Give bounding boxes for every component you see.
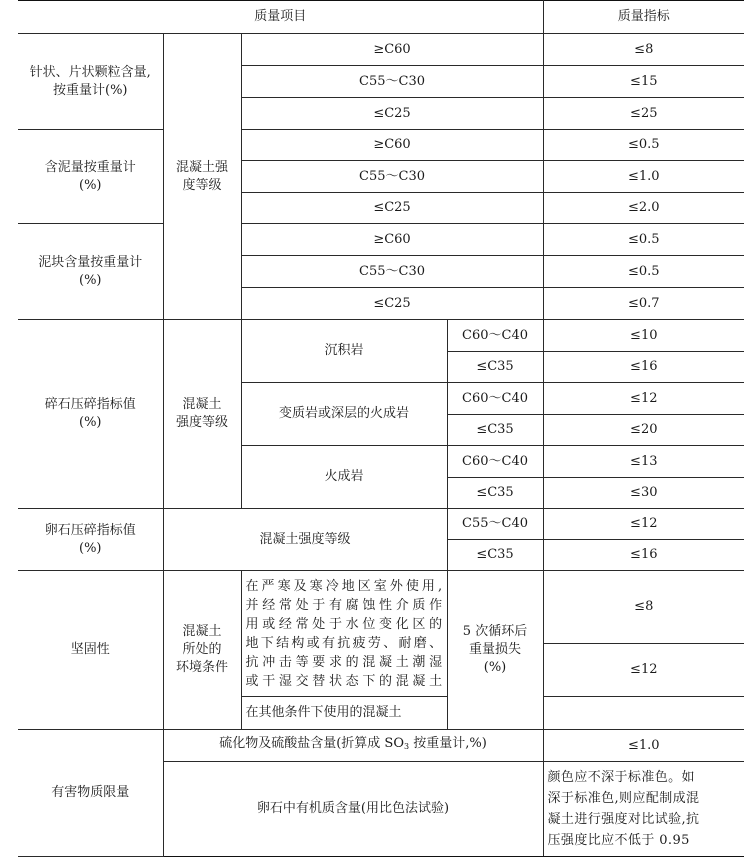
cycle-loss-line3: (%) <box>483 660 507 675</box>
grade-cell: ≤C25 <box>241 288 543 320</box>
grade-cell: ≥C60 <box>241 224 543 256</box>
condition-severe-cell <box>241 571 447 697</box>
limit-cell: ≤12 <box>543 509 744 540</box>
clay-lump-label-line1: 泥块含量按重量计 <box>38 254 143 270</box>
environment-label-line2: 所处的 <box>182 642 222 657</box>
needle-flake-label-line1: 针状、片状颗粒含量, <box>29 64 151 80</box>
organic-limit-line: 颜色应不深于标准色。如 <box>547 770 695 785</box>
environment-label-line1: 混凝土 <box>182 624 222 639</box>
condition-line: 抗冲击等要求的混凝土潮湿 <box>245 654 443 670</box>
table-row <box>18 34 744 66</box>
clay-lump-label-line2: (%) <box>79 272 102 288</box>
condition-line: 在严寒及寒冷地区室外使用, <box>245 578 443 594</box>
organic-limit-line: 压强度比应不低于 0.95 <box>547 833 690 848</box>
limit-cell: ≤0.5 <box>543 224 744 256</box>
gravel-crush-label <box>18 509 163 571</box>
limit-cell: ≤16 <box>543 352 744 383</box>
sulfide-cell <box>163 730 543 762</box>
environment-label-line3: 环境条件 <box>175 660 228 675</box>
limit-cell: ≤20 <box>543 415 744 446</box>
sulfide-subscript: 3 <box>404 742 410 751</box>
mud-content-label <box>18 130 163 224</box>
crushed-stone-label-line2: (%) <box>79 415 102 430</box>
crushed-stone-label <box>18 320 163 509</box>
mud-content-label-line2: (%) <box>79 177 102 193</box>
sulfide-text: 硫化物及硫酸盐含量(折算成 SO <box>219 736 404 751</box>
header-row <box>18 1 744 34</box>
limit-cell: ≤2.0 <box>543 193 744 224</box>
soundness-label: 坚固性 <box>18 571 163 730</box>
limit-cell: ≤0.7 <box>543 288 744 320</box>
limit-cell: ≤10 <box>543 320 744 352</box>
limit-cell: ≤0.5 <box>543 256 744 288</box>
soundness-limit-severe: ≤8 <box>544 571 745 644</box>
table-row <box>18 571 744 697</box>
grade-cell: C60～C40 <box>447 446 543 478</box>
limit-cell: ≤13 <box>543 446 744 478</box>
organic-limit-line: 深于标准色,则应配制成混 <box>547 791 700 806</box>
limit-cell: ≤30 <box>543 478 744 509</box>
crushed-stone-group-line2: 强度等级 <box>175 415 228 430</box>
grade-cell: ≤C25 <box>241 98 543 130</box>
condition-line: 用或经常处于水位变化区的 <box>245 616 443 632</box>
limit-cell: ≤8 <box>543 34 744 66</box>
cycle-loss-line1: 5 次循环后 <box>462 624 528 639</box>
sulfide-text-tail: 按重量计,%) <box>409 736 487 751</box>
crushed-stone-group-line1: 混凝土 <box>182 397 222 412</box>
soundness-limit-other: ≤12 <box>630 662 658 677</box>
crushed-stone-label-line1: 碎石压碎指标值 <box>44 397 136 412</box>
mud-content-label-line1: 含泥量按重量计 <box>44 159 136 175</box>
rock-type-cell: 火成岩 <box>241 446 447 509</box>
header-quality-item: 质量项目 <box>18 1 543 34</box>
limit-cell: ≤1.0 <box>543 161 744 193</box>
grade-cell: ≥C60 <box>241 130 543 161</box>
crushed-stone-group-label <box>163 320 241 509</box>
strength-grade-label-line2: 度等级 <box>182 177 222 193</box>
soundness-limits-cell <box>543 571 744 697</box>
grade-cell: ≤C25 <box>241 193 543 224</box>
grade-cell: ≤C35 <box>447 478 543 509</box>
condition-line: 并经常处于有腐蚀性介质作 <box>245 597 443 613</box>
header-quality-spec: 质量指标 <box>543 1 744 34</box>
strength-grade-group-label <box>163 34 241 320</box>
grade-cell: C60～C40 <box>447 320 543 352</box>
organic-cell: 卵石中有机质含量(用比色法试验) <box>163 762 543 857</box>
environment-label <box>163 571 241 730</box>
condition-line: 地下结构或有抗疲劳、耐磨、 <box>245 635 443 651</box>
gravel-crush-label-line1: 卵石压碎指标值 <box>44 522 136 538</box>
grade-cell: C55～C30 <box>241 161 543 193</box>
organic-limit-cell <box>543 762 744 857</box>
grade-cell: C55～C30 <box>241 256 543 288</box>
harmful-label: 有害物质限量 <box>18 730 163 857</box>
limit-cell: ≤12 <box>543 383 744 415</box>
limit-cell: ≤1.0 <box>543 730 744 762</box>
gravel-crush-group-label: 混凝土强度等级 <box>163 509 447 571</box>
clay-lump-label <box>18 224 163 320</box>
limit-cell: ≤0.5 <box>543 130 744 161</box>
condition-line: 或干湿交替状态下的混凝土 <box>245 673 443 689</box>
strength-grade-label-line1: 混凝土强 <box>175 159 228 175</box>
rock-type-cell: 变质岩或深层的火成岩 <box>241 383 447 446</box>
limit-cell: ≤15 <box>543 66 744 98</box>
grade-cell: ≤C35 <box>447 540 543 571</box>
grade-cell: C55～C40 <box>447 509 543 540</box>
grade-cell: C55～C30 <box>241 66 543 98</box>
organic-limit-line: 凝土进行强度对比试验,抗 <box>547 812 700 827</box>
table-row <box>18 224 744 256</box>
limit-cell-empty <box>543 697 744 730</box>
cycle-loss-line2: 重量损失 <box>469 642 522 657</box>
grade-cell: ≥C60 <box>241 34 543 66</box>
table-row <box>18 130 744 161</box>
gravel-crush-label-line2: (%) <box>79 540 102 556</box>
rock-type-cell: 沉积岩 <box>241 320 447 383</box>
quality-spec-table <box>18 0 744 857</box>
grade-cell: C60～C40 <box>447 383 543 415</box>
grade-cell: ≤C35 <box>447 415 543 446</box>
grade-cell: ≤C35 <box>447 352 543 383</box>
needle-flake-label-line2: 按重量计(%) <box>53 82 128 98</box>
limit-cell: ≤25 <box>543 98 744 130</box>
cycle-loss-label <box>447 571 543 730</box>
table-row <box>18 509 744 540</box>
limit-cell: ≤16 <box>543 540 744 571</box>
needle-flake-label <box>18 34 163 130</box>
table-row <box>18 320 744 352</box>
condition-other-cell: 在其他条件下使用的混凝土 <box>241 697 447 730</box>
table-row <box>18 730 744 762</box>
